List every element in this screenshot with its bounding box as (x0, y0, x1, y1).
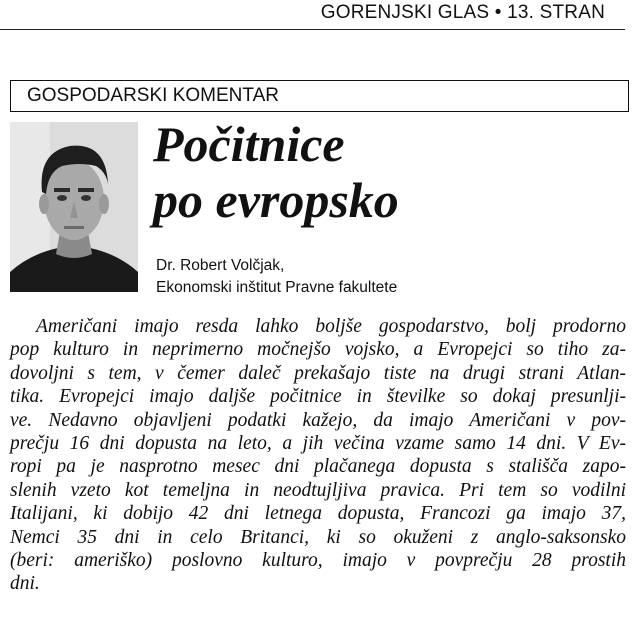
body-line: tika. Evropejci imajo daljše počitnice in številke so dokaj presunlji- (10, 386, 626, 408)
section-label: GOSPODARSKI KOMENTAR (27, 85, 279, 106)
article-title (153, 116, 399, 228)
article-body (10, 315, 626, 596)
author-affiliation: Ekonomski inštitut Pravne fakultete (156, 279, 398, 296)
body-line: dovoljni s tem, v čemer daleč prekašajo tiste na drugi strani Atlan- (10, 362, 626, 384)
page-header (0, 0, 625, 30)
body-line: dni. (10, 573, 40, 595)
article-title-line-1: Počitnice (153, 116, 345, 172)
body-line: pop kulturo in neprimerno močnejšo vojsko, a Evropejci so tiho za- (10, 339, 626, 361)
body-line: Američani imajo resda lahko boljše gospodarstvo, bolj prodorno (36, 316, 626, 337)
body-line: slenih vzeto kot temeljna in neodtujljiva pravica. Pri tem so vodilni (10, 479, 626, 501)
byline (156, 255, 397, 299)
section-label-box (10, 80, 629, 112)
body-line: Nemci 35 dni in celo Britanci, ki so okuženi z anglo-saksonsko (10, 526, 626, 548)
body-line: prečju 16 dni dopusta na leto, a jih večina vzame samo 14 dni. V Ev- (10, 433, 626, 455)
article-title-line-2: po evropsko (153, 172, 399, 228)
body-line: ropi pa je nasprotno mesec dni plačanega dopusta s stališča zapo- (10, 456, 626, 478)
body-line: ve. Nedavno objavljeni podatki kažejo, da imajo Američani v pov- (10, 409, 626, 431)
author-name: Dr. Robert Volčjak, (156, 257, 285, 274)
body-line: Italijani, ki dobijo 42 dni letnega dopusta, Francozi ga imajo 37, (10, 503, 626, 525)
author-portrait-icon (10, 122, 138, 292)
author-photo (10, 122, 138, 292)
running-head: GORENJSKI GLAS • 13. STRAN (320, 2, 605, 23)
body-line: (beri: ameriško) poslovno kulturo, imajo v povprečju 28 prostih (10, 550, 626, 572)
